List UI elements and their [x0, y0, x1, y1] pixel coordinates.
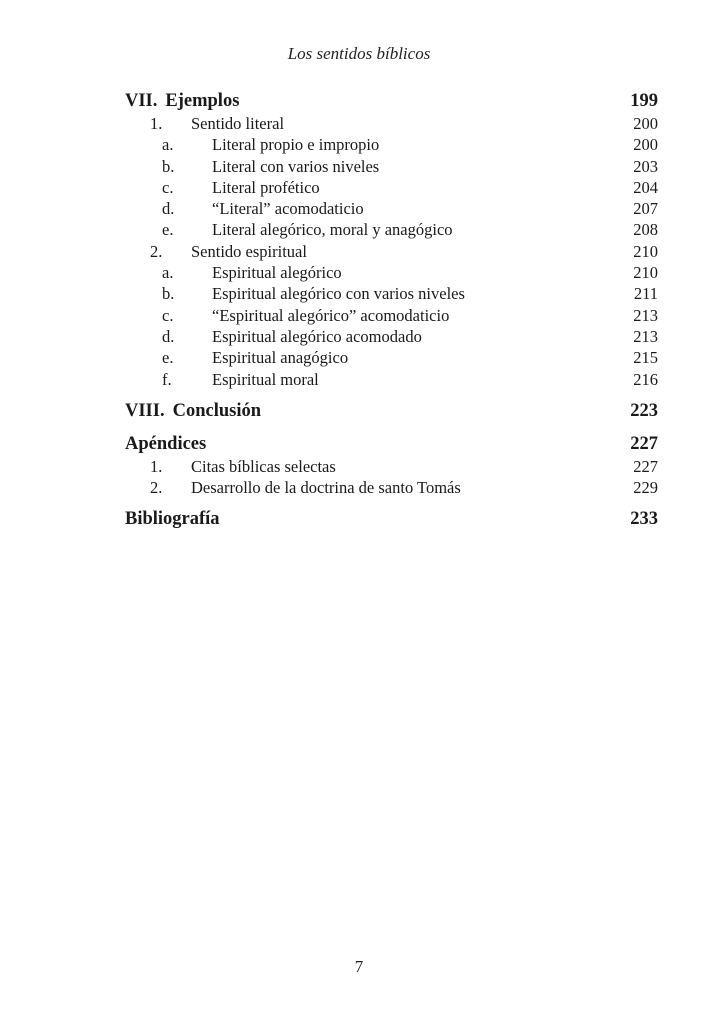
subsection-page: 213 [633, 326, 658, 346]
toc-appendix-item [125, 456, 658, 477]
toc-chapter-viii [125, 399, 658, 423]
toc-section-espiritual [125, 241, 658, 262]
subsection-title: Literal con varios niveles [212, 156, 380, 176]
subsection-page: 216 [633, 369, 658, 389]
table-of-contents [125, 89, 658, 531]
subsection-title: Espiritual anagógico [212, 348, 349, 368]
toc-subsection [125, 347, 658, 368]
subsection-title: Espiritual alegórico [212, 263, 342, 283]
subsection-title: Literal alegórico, moral y anagógico [212, 220, 453, 240]
toc-appendix-item [125, 477, 658, 498]
subsection-title: Espiritual alegórico acomodado [212, 326, 422, 346]
subsection-page: 204 [633, 177, 658, 197]
chapter-page: 199 [630, 91, 658, 111]
section-page: 200 [633, 114, 658, 133]
toc-subsection [125, 369, 658, 390]
running-header: Los sentidos bíblicos [287, 44, 431, 63]
subsection-letter: a. [162, 135, 174, 155]
section-number: 1. [150, 456, 163, 476]
subsection-letter: e. [162, 348, 174, 368]
subsection-letter: c. [162, 305, 174, 325]
chapter-title: Conclusión [172, 400, 262, 421]
subsection-letter: e. [162, 220, 174, 240]
subsection-title: “Espiritual alegórico” acomodaticio [212, 305, 450, 325]
chapter-title: Ejemplos [165, 91, 240, 111]
subsection-letter: d. [162, 199, 175, 219]
subsection-title: Literal profético [212, 177, 320, 197]
toc-bibliography [125, 507, 658, 531]
subsection-page: 210 [633, 263, 658, 283]
page-number: 7 [354, 957, 364, 976]
toc-subsection [125, 219, 658, 240]
chapter-number: VIII. [125, 400, 165, 421]
section-page: 210 [633, 241, 658, 261]
subsection-letter: f. [162, 369, 172, 389]
subsection-letter: d. [162, 326, 175, 346]
toc-subsection [125, 177, 658, 198]
chapter-title: Apéndices [125, 433, 207, 454]
chapter-page: 227 [630, 433, 658, 454]
toc-subsection [125, 198, 658, 219]
section-title: Desarrollo de la doctrina de santo Tomás [191, 478, 461, 498]
subsection-page: 200 [633, 135, 658, 155]
toc-subsection [125, 305, 658, 326]
section-number: 2. [150, 478, 163, 498]
subsection-title: “Literal” acomodaticio [212, 199, 364, 219]
toc-subsection [125, 326, 658, 347]
section-page: 229 [633, 478, 658, 498]
section-title: Sentido literal [191, 114, 285, 133]
subsection-page: 203 [633, 156, 658, 176]
toc-subsection [125, 283, 658, 304]
subsection-title: Espiritual alegórico con varios niveles [212, 284, 465, 304]
chapter-title: Bibliografía [125, 509, 220, 530]
chapter-number: VII. [125, 91, 158, 111]
toc-chapter-vii [125, 89, 658, 113]
chapter-page: 223 [630, 400, 658, 421]
section-number: 1. [150, 114, 163, 133]
section-title: Citas bíblicas selectas [191, 456, 336, 476]
section-title: Sentido espiritual [191, 241, 307, 261]
subsection-page: 208 [633, 220, 658, 240]
toc-subsection [125, 156, 658, 177]
subsection-letter: b. [162, 156, 175, 176]
toc-subsection [125, 134, 658, 155]
toc-subsection [125, 262, 658, 283]
subsection-page: 207 [633, 199, 658, 219]
toc-section-literal [125, 113, 658, 134]
subsection-letter: a. [162, 263, 174, 283]
subsection-page: 211 [633, 284, 658, 304]
subsection-letter: b. [162, 284, 175, 304]
subsection-letter: c. [162, 177, 174, 197]
subsection-page: 215 [633, 348, 658, 368]
chapter-page: 233 [630, 509, 658, 530]
subsection-page: 213 [633, 305, 658, 325]
subsection-title: Literal propio e impropio [212, 135, 380, 155]
subsection-title: Espiritual moral [212, 369, 319, 389]
toc-appendices [125, 432, 658, 456]
section-page: 227 [633, 456, 658, 476]
section-number: 2. [150, 241, 163, 261]
